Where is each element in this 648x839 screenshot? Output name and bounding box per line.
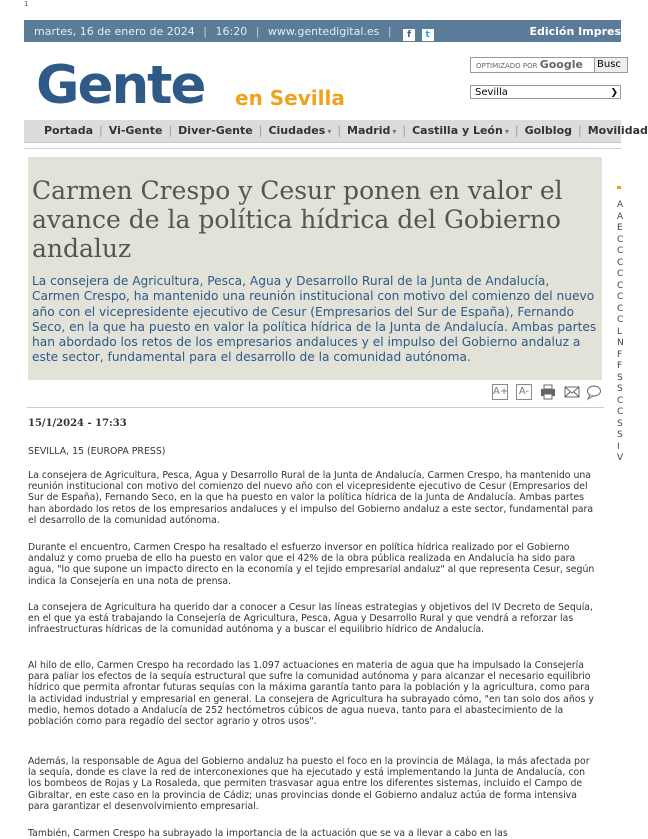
nav-separator: | [337, 124, 342, 137]
current-date: martes, 16 de enero de 2024 [34, 25, 195, 38]
nav-item[interactable]: Ciudades ▾ [268, 124, 332, 137]
comment-icon[interactable] [586, 384, 602, 400]
nav-separator: | [99, 124, 103, 137]
nav-separator: | [258, 124, 263, 137]
divider [24, 148, 621, 149]
nav-item[interactable]: Castilla y León ▾ [412, 124, 509, 137]
google-brand: Google [539, 58, 583, 71]
article-paragraph: También, Carmen Crespo ha subrayado la importancia de la actuación que se va a llevar a cabo en las [28, 828, 508, 839]
site-link[interactable]: www.gentedigital.es [267, 25, 380, 38]
print-icon[interactable] [540, 384, 556, 400]
font-decrease-button[interactable]: A- [516, 384, 532, 400]
main-nav [24, 120, 648, 143]
chevron-down-icon: ▾ [504, 127, 509, 136]
twitter-icon[interactable]: t [422, 29, 434, 41]
page-title: Carmen Crespo y Cesur ponen en valor el avance de la política hídrica del Gobierno andaluz [32, 176, 563, 263]
search-button[interactable]: Busc [594, 57, 628, 73]
article-lead: La consejera de Agricultura, Pesca, Agua y Desarrollo Rural de la Junta de Andalucía, Carmen Crespo, ha mantenido una reunión institucional con motivo del comienzo del nuevo año con el vicepresidente ejecutivo de Cesur (Empresarios del Sur de España), Fernando Seco, en la que ha puesto en valor la política hídrica de la Junta de Andalucía. Ambas partes han abordado los retos de los empresarios andaluces y el impulso del Gobierno andaluz a este sector, fundamental para el desarrollo de la comunidad autónoma. [32, 274, 597, 365]
search-form [470, 57, 621, 73]
article-paragraph: Además, la responsable de Agua del Gobierno andaluz ha puesto el foco en la provincia de Málaga, la más afectada por la sequía, donde es clave la red de interconexiones que ha ejecutado y está implementando la Junta de Andalucía, con los bombeos de Rojas y La Rosaleda, que permiten trasvasar agua entre los diferentes sistemas, incluido el Campo de Gibraltar, en este caso en la provincia de Cádiz; unas provincias donde el Gobierno andaluz actúa de forma intensiva para garantizar el desenvolvimiento empresarial. [28, 756, 590, 812]
article-paragraph: La consejera de Agricultura ha querido dar a conocer a Cesur las líneas estrategias y objetivos del IV Decreto de Sequía, en el que ya está trabajando la Consejería de Agricultura, Pesca, Agua y Desarrollo Rural y que vendrá a reforzar las infraestructuras hídricas de la comunidad autónoma y a buscar el equilibrio hídrico de Andalucía. [28, 602, 593, 636]
font-increase-button[interactable]: A+ [492, 384, 508, 400]
chevron-down-icon: ❯ [610, 88, 618, 98]
mail-icon[interactable] [564, 384, 580, 400]
nav-item[interactable]: Diver-Gente [178, 124, 253, 137]
article-paragraph: Durante el encuentro, Carmen Crespo ha resaltado el esfuerzo inversor en política hídrica realizado por el Gobierno andaluz y como prueba de ello ha puesto en valor que el 42% de la obra pública realizada en Andalucía ha sido para agua, "lo que supone un impacto directo en la economía y el tejido empresarial andaluz" al que representa Cesur, según indica la Consejería en una nota de prensa. [28, 542, 595, 587]
nav-item[interactable]: Portada [44, 124, 94, 137]
chevron-down-icon: ▾ [392, 127, 397, 136]
nav-item[interactable]: Vi-Gente [108, 124, 163, 137]
city-select[interactable]: Sevilla ❯ [470, 85, 621, 99]
nav-separator: | [514, 124, 519, 137]
sidebar-accent [617, 186, 621, 189]
nav-separator: | [168, 124, 173, 137]
chevron-down-icon: ▾ [327, 127, 332, 136]
corner-mark: 1 [24, 0, 29, 8]
divider [27, 407, 604, 408]
facebook-icon[interactable]: f [403, 29, 415, 41]
nav-item[interactable]: Movilidad [587, 124, 648, 137]
sidebar-clipped: A A E C C C C C C C C L N F F S S C C S S I V [617, 200, 624, 463]
nav-item[interactable]: Golblog [524, 124, 572, 137]
site-logo[interactable]: Gente [36, 55, 205, 116]
article-date: 15/1/2024 - 17:33 [28, 418, 127, 429]
top-bar: martes, 16 de enero de 2024 | 16:20 | www.gentedigital.es | f t Edición Impres [24, 20, 621, 42]
article-paragraph: La consejera de Agricultura, Pesca, Agua y Desarrollo Rural de la Junta de Andalucía, Carmen Crespo, ha mantenido una reunión institucional con motivo del comienzo del nuevo año con el vicepresidente ejecutivo de Cesur (Empresarios del Sur de España), Fernando Seco, en la que ha puesto en valor la política hídrica de la Junta de Andalucía. Ambas partes han abordado los retos de los empresarios andaluces y el impulso del Gobierno andaluz a este sector, fundamental para el desarrollo de la comunidad autónoma. [28, 470, 594, 526]
search-input[interactable]: OPTIMIZADO POR Google [470, 57, 598, 73]
nav-item[interactable]: Madrid ▾ [347, 124, 397, 137]
article-paragraph: Al hilo de ello, Carmen Crespo ha recordado las 1.097 actuaciones en materia de agua que ha impulsado la Consejería para paliar los efectos de la sequía estructural que sufre la comunidad autónoma y para alcanzar el necesario equilibrio hídrico que permita afrontar futuras sequías con la máxima garantía tanto para la población y la agricultura, como para la actividad industrial y empresarial en general. La consejera de Agricultura ha subrayado cómo, "en tan solo dos años y medio, hemos dotado a Andalucía de 252 hectómetros cúbicos de agua nueva, tanto para el abastecimiento de la población como para regadío del sector agrario y otros usos". [28, 660, 594, 728]
nav-separator: | [402, 124, 407, 137]
dateline: SEVILLA, 15 (EUROPA PRESS) [28, 446, 166, 457]
print-edition-link[interactable]: Edición Impres [529, 25, 621, 38]
region-name: en Sevilla [235, 86, 345, 110]
nav-separator: | [578, 124, 582, 137]
current-time: 16:20 [215, 25, 248, 38]
